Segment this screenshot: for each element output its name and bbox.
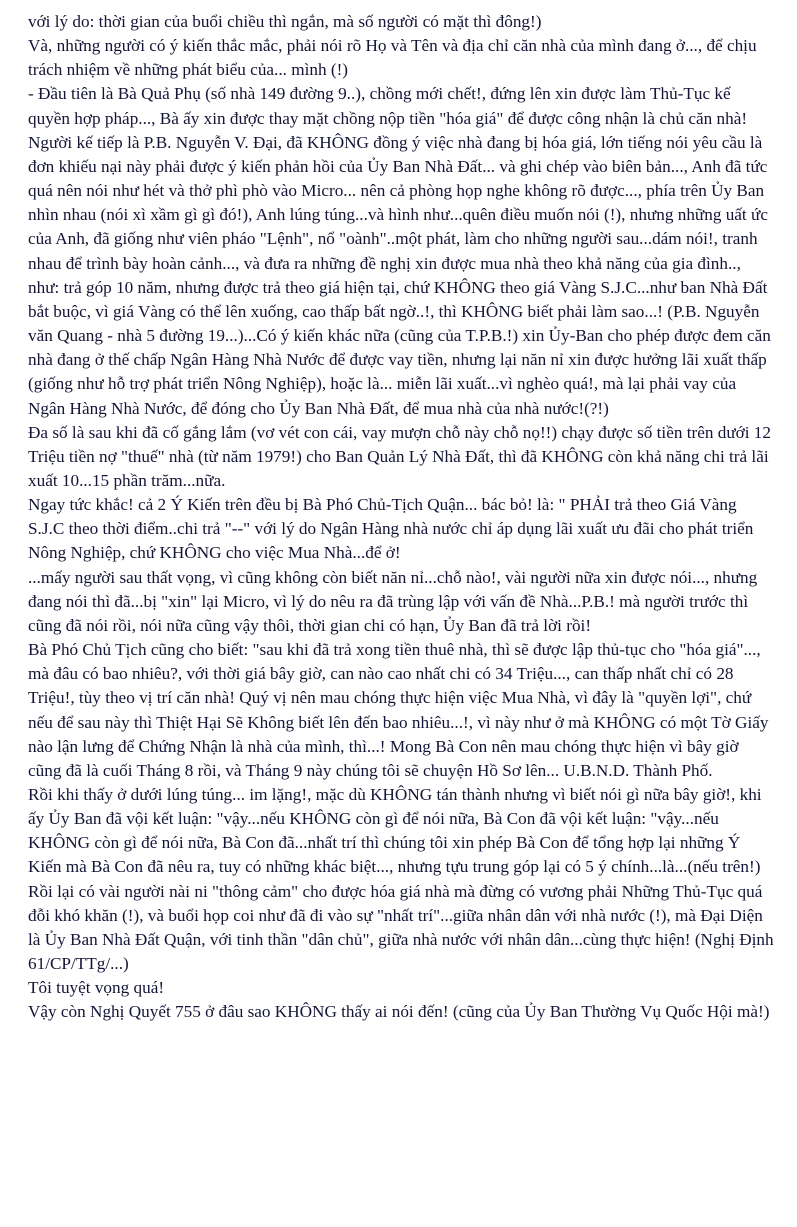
paragraph: Người kế tiếp là P.B. Nguyễn V. Đại, đã KHÔNG đồng ý việc nhà đang bị hóa giá, lớn tiếng nói yêu cầu là đơn khiếu nại này phải được ý kiến phản hồi của Ủy Ban Nhà Đất... và ghi chép vào biên bản..., Anh đã tức quá nên nói như hét và thở phì phò vào Micro... nên cả phòng họp nghe không rõ được..., phía trên Ủy Ban nhìn nhau (nói xì xầm gì gì đó!), Anh lúng túng...và hình như...quên điều muốn nói (!), nhưng những uất ức của Anh, đã giống như viên pháo "Lệnh", nổ "oành"..một phát, làm cho những người sau...dám nói!, tranh nhau để trình bày hoàn cảnh..., và đưa ra những đề nghị xin được mua nhà theo khả năng của gia đình.., như: trả góp 10 năm, nhưng được trả theo giá hiện tại, chứ KHÔNG theo giá Vàng S.J.C...như ban Nhà Đất bắt buộc, vì giá Vàng có thể lên xuống, cao thấp bất ngờ..!, thì KHÔNG biết phải làm sao...! (P.B. Nguyễn văn Quang - nhà 5 đường 19...)...Có ý kiến khác nữa (cũng của T.P.B.!) xin Ủy-Ban cho phép được đem căn nhà đang ở thế chấp Ngân Hàng Nhà Nước để được vay tiền, nhưng lại năn nỉ xin được hưởng lãi xuất thấp (giống như hỗ trợ phát triển Nông Nghiệp), hoặc là... miễn lãi xuất...vì nghèo quá!, mà lại phải vay của Ngân Hàng Nhà Nước, để đóng cho Ủy Ban Nhà Đất, để mua nhà của nhà nước!(?!) [28, 132, 771, 418]
paragraph: với lý do: thời gian của buổi chiều thì ngắn, mà số người có mặt thì đông!) [28, 12, 542, 31]
document-body [28, 10, 775, 1025]
paragraph: Vậy còn Nghị Quyết 755 ở đâu sao KHÔNG thấy ai nói đến! (cũng của Ủy Ban Thường Vụ Quốc Hội mà!) [28, 1002, 770, 1022]
paragraph: Ngay tức khắc! cả 2 Ý Kiến trên đều bị Bà Phó Chủ-Tịch Quận... bác bỏ! là: " PHẢI trả theo Giá Vàng S.J.C theo thời điểm..chi trả "--" với lý do Ngân Hàng nhà nước chỉ áp dụng lãi xuất ưu đãi cho phát triển Nông Nghiệp, chứ KHÔNG cho việc Mua Nhà...để ở! [28, 495, 754, 563]
paragraph: Tôi tuyệt vọng quá! [28, 978, 165, 998]
paragraph: Rồi lại có vài người nài ni "thông cảm" cho được hóa giá nhà mà đừng có vương phải Những Thủ-Tục quá đỗi khó khăn (!), và buổi họp coi như đã đi vào sự "nhất trí"...giữa nhân dân với nhà nước (!), mà Đại Diện là Ủy Ban Nhà Đất Quận, với tinh thần "dân chủ", giữa nhà nước với nhân dân...cùng thực hiện! (Nghị Định 61/CP/TTg/...) [28, 881, 774, 974]
paragraph: - Đầu tiên là Bà Quả Phụ (số nhà 149 đường 9..), chồng mới chết!, đứng lên xin được làm Thủ-Tục kế quyền hợp pháp..., Bà ấy xin được thay mặt chồng nộp tiền "hóa giá" để được công nhận là chủ căn nhà! [28, 84, 748, 128]
paragraph: Đa số là sau khi đã cố gắng lắm (vơ vét con cái, vay mượn chỗ này chỗ nọ!!) chạy được số tiền trên dưới 12 Triệu tiền nợ "thuế" nhà (từ năm 1979!) cho Ban Quản Lý Nhà Đất, thì đã KHÔNG còn khả năng chi trả lãi xuất 10...15 phần trăm...nữa. [28, 422, 771, 490]
paragraph: Rồi khi thấy ở dưới lúng túng... im lặng!, mặc dù KHÔNG tán thành nhưng vì biết nói gì nữa bây giờ!, khi ấy Ủy Ban đã vội kết luận: "vậy...nếu KHÔNG còn gì để nói nữa, Bà Con đã vội kết luận: "vậy...nếu KHÔNG còn gì để nói nữa, Bà Con đã...nhất trí thì chúng tôi xin phép Bà Con để tổng hợp lại những Ý Kiến mà Bà Con đã nêu ra, tuy có những khác biệt..., nhưng tựu trung góp lại có 5 ý chính...là...(nếu trên!) [28, 785, 762, 877]
paragraph: Bà Phó Chủ Tịch cũng cho biết: "sau khi đã trả xong tiền thuê nhà, thì sẽ được lập thủ-tục cho "hóa giá"..., mà đâu có bao nhiêu?, với thời giá bây giờ, can nào cao nhất chi có 34 Triệu..., can thấp nhất chỉ có 28 Triệu!, tùy theo vị trí căn nhà! Quý vị nên mau chóng thực hiện việc Mua Nhà, vì đây là "quyền lợi", chứ nếu để sau này thì Thiệt Hại Sẽ Không biết lên đến bao nhiêu...!, vì này như ở mà KHÔNG có một Tờ Giấy nào lận lưng để Chứng Nhận là nhà của mình, thì...! Mong Bà Con nên mau chóng thực hiện vì bây giờ cũng đã là cuối Tháng 8 rồi, và Tháng 9 này chúng tôi sẽ chuyện Hồ Sơ lên... U.B.N.D. Thành Phố. [28, 640, 769, 780]
paragraph: Và, những người có ý kiến thắc mắc, phải nói rõ Họ và Tên và địa chỉ căn nhà của mình đang ở..., để chịu trách nhiệm về những phát biểu của... mình (!) [28, 36, 757, 80]
paragraph: ...mấy người sau thất vọng, vì cũng không còn biết năn nỉ...chỗ nào!, vài người nữa xin được nói..., nhưng đang nói thì đã...bị "xin" lại Micro, vì lý do nêu ra đã trùng lập với vấn đề Nhà...P.B.! mà người trước thì cũng đã nói rồi, nói nữa cũng vậy thôi, thời gian chi có hạn, Ủy Ban đã trả lời rồi! [28, 567, 758, 635]
